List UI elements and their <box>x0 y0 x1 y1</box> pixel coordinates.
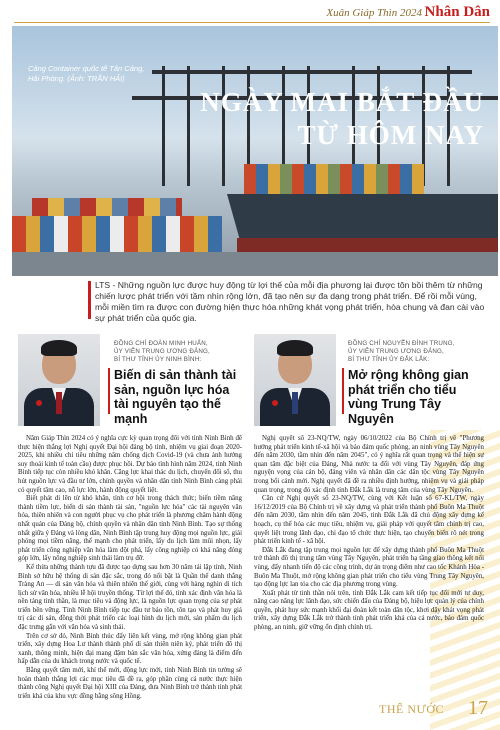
right-quote: Mở rộng không gian phát triển cho tiểu vùng Trung Tây Nguyên <box>348 368 469 426</box>
badge-pin <box>272 400 278 406</box>
paragraph: Trên cơ sở đó, Ninh Bình thúc đẩy liên kết vùng, mở rộng không gian phát triển, xây dựng Hoa Lư thành thành phố di sản thiên niên kỷ, phát triển đô thị xanh, thông minh, hiện đại mang đậm bản sắc văn hóa, xứng đáng là điểm đến hấp dẫn của du khách trong nước và quốc tế. <box>18 632 242 666</box>
paragraph: Nghị quyết số 23-NQ/TW, ngày 06/10/2022 của Bộ Chính trị về "Phương hướng phát triển kinh tế-xã hội và bảo đảm quốc phòng, an ninh vùng Tây Nguyên đến năm 2030, tầm nhìn đến năm 2045", có ý nghĩa rất quan trọng và thể hiện sự quan tâm đặc biệt của Đảng, Nhà nước ta đối với vùng Tây Nguyên, đáp ứng nguyện vọng của cán bộ, đảng viên và nhân dân các dân tộc vùng Tây Nguyên trong bối cảnh mới. Nghị quyết đã đề ra nhiều định hướng, nhiệm vụ và giải pháp quan trọng, trong đó xác định tỉnh Đắk Lắk là trung tâm của vùng Tây Nguyên. <box>254 435 484 494</box>
role-line: ỦY VIÊN TRUNG ƯƠNG ĐẢNG, <box>348 348 444 355</box>
issue-title: Xuân Giáp Thìn 2024 <box>326 7 422 19</box>
headline-line: NGÀY MAI BẮT ĐẦU <box>200 87 484 117</box>
caption-line: Hải Phòng. (Ảnh: TRẦN HẢI) <box>28 74 125 83</box>
header-rule <box>14 22 490 23</box>
quote-accent <box>342 368 344 414</box>
tie <box>292 392 298 414</box>
tie <box>56 392 62 414</box>
paragraph: Năm Giáp Thìn 2024 có ý nghĩa cực kỳ quan trọng đối với tỉnh Ninh Bình để thực hiện thắng lợi Nghị quyết Đại hội đảng bộ tỉnh, nhiệm vụ giai đoạn 2020-2025, khi nhiều chỉ tiêu những năm chống dịch Covid-19 (và chưa ảnh hưởng suy thoái kinh tế toàn cầu) được phục hồi. Dự báo tình hình năm 2024, tỉnh Ninh Bình tiếp tục còn nhiều khó khăn. Căng lực khai thác du lịch, chuyển đổi số, thu hút nguồn lực và đầu tư lớn, chính quyền và nhân dân tỉnh Ninh Bình càng phải có quyết tâm cao, nỗ lực lớn, hành động quyết liệt. <box>18 435 242 494</box>
container-stack <box>12 216 222 252</box>
right-role <box>348 340 455 364</box>
crane-icon <box>162 66 190 186</box>
role-line: ỦY VIÊN TRUNG ƯƠNG ĐẢNG, <box>114 348 210 355</box>
role-line: ĐỒNG CHÍ ĐOÀN MINH HUẤN, <box>114 340 208 347</box>
main-headline <box>200 86 484 152</box>
left-article-column <box>18 435 242 703</box>
ship-cargo <box>244 164 424 196</box>
paragraph: Kể thừa những thành tựu đã được tạo dựng sau hơn 30 năm tái lập tỉnh, Ninh Bình sở hữu hệ thống di sản đặc sắc, trong đó nổi bật là Quần thể danh thắng Tràng An — di sản văn hóa và thiên nhiên thế giới, cùng với hàng nghìn di tích lịch sử văn hóa, nhiều lễ hội truyền thống. Từ lợi thế đó, tỉnh xác định văn hóa là nền tảng tinh thần, là mục tiêu và động lực, là nguồn lực quan trọng của sự phát triển bền vững. Tỉnh Ninh Bình tiếp tục đầu tư bảo tồn, tôn tạo và phát huy giá trị các di sản, đồng thời phát triển các loại hình du lịch mới, sản phẩm du lịch đặc trưng gắn với văn hóa và sinh thái. <box>18 563 242 632</box>
paragraph: Bằng quyết tâm mới, khí thế mới, động lực mới, tỉnh Ninh Bình tin tưởng sẽ hoàn thành thắng lợi các mục tiêu đã đề ra, góp phần cùng cả nước thực hiện thành công Nghị quyết Đại hội XIII của Đảng, đưa Ninh Bình trở thành tỉnh phát triển khá của khu vực đồng bằng sông Hồng. <box>18 667 242 700</box>
paragraph: Căn cứ Nghị quyết số 23-NQ/TW, cùng với Kết luận số 67-KL/TW, ngày 16/12/2019 của Bộ Chính trị về xây dựng và phát triển thành phố Buôn Ma Thuột đến năm 2030, tầm nhìn đến năm 2045, tỉnh Đắk Lắk đã chủ động xây dựng kế hoạch, cụ thể hóa các mục tiêu, nhiệm vụ, giải pháp với quyết tâm chính trị cao, quyết liệt trong lãnh đạo, chỉ đạo tổ chức thực hiện, tạo chuyển biến rõ nét trong phát triển kinh tế - xã hội. <box>254 495 484 546</box>
role-line: BÍ THƯ TỈNH ỦY NINH BÌNH: <box>114 356 202 363</box>
paragraph: Xuất phát từ tinh thần nói trên, tỉnh Đắk Lắk cam kết tiếp tục đổi mới tư duy, nâng cao năng lực lãnh đạo, sức chiến đấu của Đảng bộ, hiệu lực quản lý của chính quyền, phát huy sức mạnh khối đại đoàn kết toàn dân tộc, khơi dậy khát vọng phát triển, xây dựng Đắk Lắk trở thành tỉnh phát triển khá của cả nước, bảo đảm quốc phòng, an ninh, giữ vững ổn định chính trị. <box>254 589 484 632</box>
crane-boom <box>152 70 472 74</box>
left-role <box>114 340 210 364</box>
role-line: BÍ THƯ TỈNH ỦY ĐẮK LẮK: <box>348 356 430 363</box>
portrait-right <box>254 334 336 426</box>
newspaper-logo: Nhân Dân <box>424 4 490 20</box>
paragraph: Biết phát di lên từ khó khăn, tỉnh cơ hội trong thách thức; biến tiềm năng thành tiềm lực, biến di sản thành tài sản, "nguồn lực hóa" các tài nguyên văn hóa, thiên nhiên và con người phục vụ cho phát triển là phương châm hành động nhất quán của Đảng bộ, chính quyền và nhân dân tỉnh Ninh Bình. Tạo sự thống nhất giữa ý Đảng và lòng dân, Ninh Bình tập trung huy động mọi nguồn lực, giải phóng mọi tiềm năng, thế mạnh cho phát triển, lấy du lịch làm mũi nhọn, lấy phát triển công nghiệp văn hóa làm đột phá, lấy công nghiệp có khả năng đóng góp lớn, lấy nông nghiệp sinh thái làm trụ đỡ. <box>18 495 242 563</box>
badge-pin <box>36 400 42 406</box>
lead-paragraph: LTS - Những nguồn lực được huy động từ lợi thế của mỗi địa phương lại được tôn bồi thêm từ những chiến lược phát triển với tầm nhìn rộng lớn, đã tạo nên sự đa dạng trong phát triển. Để rồi mỗi vùng, mỗi miền tìm ra được con đường hiện thực hóa những khát vọng phát triển, hòa chung và đan cài vào sự phát triển của quốc gia. <box>95 280 485 323</box>
photo-caption <box>28 64 144 84</box>
dock <box>12 252 498 276</box>
hair <box>41 340 77 356</box>
right-article-column <box>254 435 484 693</box>
role-line: ĐỒNG CHÍ NGUYỄN ĐÌNH TRUNG, <box>348 340 455 347</box>
caption-line: Cảng Container quốc tế Tân Cảng, <box>28 64 145 73</box>
hair <box>277 340 313 356</box>
quote-accent <box>108 368 110 414</box>
page-number: 17 <box>468 697 488 719</box>
section-label: THẾ NƯỚC <box>379 702 444 716</box>
headline-line: TỪ HÔM NAY <box>297 120 484 150</box>
portrait-left <box>18 334 100 426</box>
lead-accent-bar <box>88 281 91 319</box>
page-header <box>0 0 500 24</box>
ship-hull <box>237 238 498 252</box>
paragraph: Đắk Lắk đang tập trung mọi nguồn lực để xây dựng thành phố Buôn Ma Thuột trở thành đô thị trung tâm vùng Tây Nguyên, phát triển hạ tầng giao thông kết nối vùng, đẩy nhanh tiến độ các công trình, dự án trọng điểm như cao tốc Khánh Hòa - Buôn Ma Thuột, mở rộng không gian phát triển cho tiểu vùng Trung Tây Nguyên, tạo động lực lan tỏa cho các địa phương trong vùng. <box>254 546 484 589</box>
left-quote: Biến di sản thành tài sản, nguồn lực hóa tài nguyên tạo thế mạnh <box>114 368 237 426</box>
container-stack <box>32 198 182 216</box>
port-photo <box>12 26 498 276</box>
